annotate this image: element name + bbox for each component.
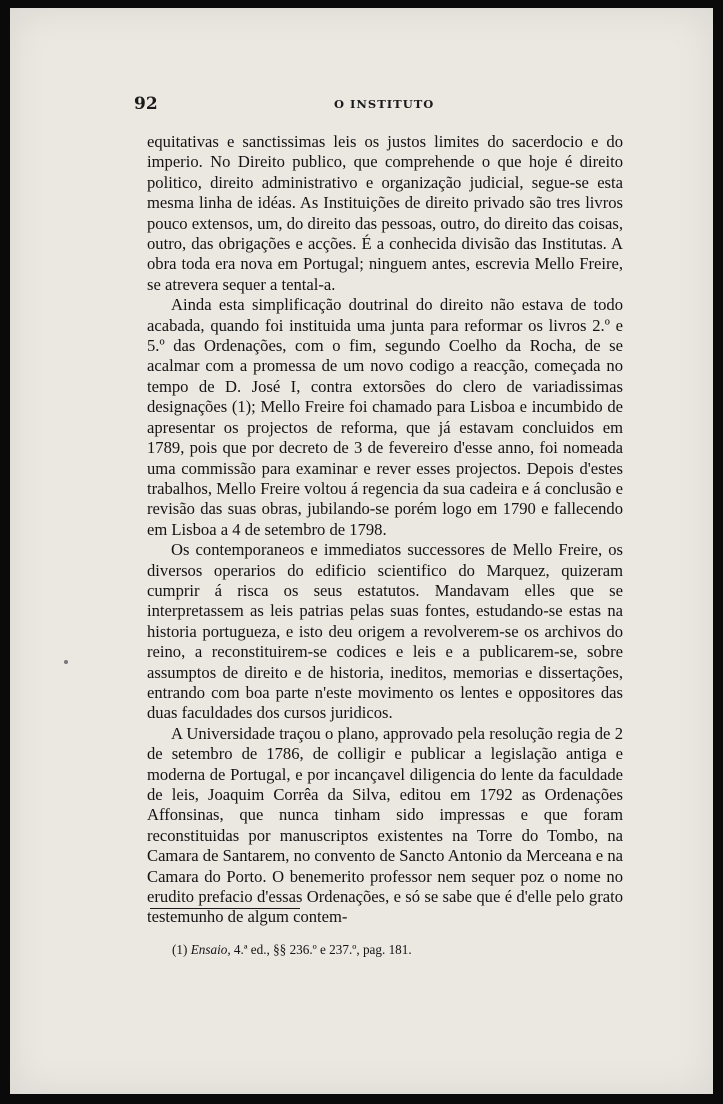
- footnote-rule: [150, 908, 300, 909]
- page-number: 92: [134, 94, 158, 114]
- paragraph-4: A Universidade traçou o plano, approvado pela resolução regia de 2 de setembro de 1786, de colligir e publicar a legislação antiga e moderna de Portugal, e por incançavel diligencia do lente da faculdade de leis, Joaquim Corrêa da Silva, editou em 1792 as Ordenações Affonsinas, que nunca tinham sido impressas e que foram reconstituidas por manuscriptos existentes na Torre do Tombo, na Camara de Santarem, no convento de Sancto Antonio da Merceana e na Camara do Porto. O benemerito professor nem sequer poz o nome no erudito prefacio d'essas Ordenações, e só se sabe que é d'elle pelo grato testemunho de algum contem-: [147, 723, 623, 927]
- paragraph-1: equitativas e sanctissimas leis os justos limites do sacerdocio e do imperio. No Direito publico, que comprehende o que hoje é direito politico, direito administrativo e organização judicial, segue-se esta mesma linha de idéas. As Instituições de direito privado são tres livros pouco extensos, um, do direito das pessoas, outro, do direito das coisas, outro, das obrigações e acções. É a conhecida divisão das Institutas. A obra toda era nova em Portugal; ninguem antes, escrevia Mello Freire, se atrevera sequer a tental-a.: [147, 132, 623, 294]
- footnote-work: Ensaio,: [190, 942, 231, 957]
- page-header: [134, 94, 622, 118]
- running-head: O INSTITUTO: [334, 97, 435, 111]
- paragraph-2: Ainda esta simplificação doutrinal do direito não estava de todo acabada, quando foi instituida uma junta para reformar os livros 2.º e 5.º das Ordenações, com o fim, segundo Coelho da Rocha, de se acalmar com a promessa de um novo codigo a reacção, começada no tempo de D. José I, contra extorsões do clero de variadissimas designações (1); Mello Freire foi chamado para Lisboa e incumbido de apresentar os projectos de reforma, que já estavam concluidos em 1789, pois que por decreto de 3 de fevereiro d'esse anno, foi nomeada uma commissão para examinar e rever esses projectos. Depois d'estes trabalhos, Mello Freire voltou á regencia da sua cadeira e á conclusão e revisão das suas obras, jubilando-se porém logo em 1790 e fallecendo em Lisboa a 4 de setembro de 1798.: [147, 295, 623, 539]
- footnote-marker: (1): [172, 942, 188, 957]
- paragraph-3: Os contemporaneos e immediatos successores de Mello Freire, os diversos operarios do edificio scientifico do Marquez, quizeram cumprir á risca os seus estatutos. Mandavam elles que se interpretassem as leis patrias pelas suas fontes, estudando-se estas na historia portugueza, e isto deu origem a revolverem-se os archivos do reino, a reconstituirem-se codices e leis e a publicarem-se, sobre assumptos de direito e de historia, ineditos, memorias e dissertações, entrando com boa parte n'este movimento os lentes e oppositores das duas faculdades dos cursos juridicos.: [147, 540, 623, 723]
- body-text: [147, 132, 623, 928]
- scan-speck: [64, 660, 68, 664]
- footnote: [172, 942, 612, 958]
- footnote-reference: 4.ª ed., §§ 236.º e 237.º, pag. 181.: [233, 942, 412, 957]
